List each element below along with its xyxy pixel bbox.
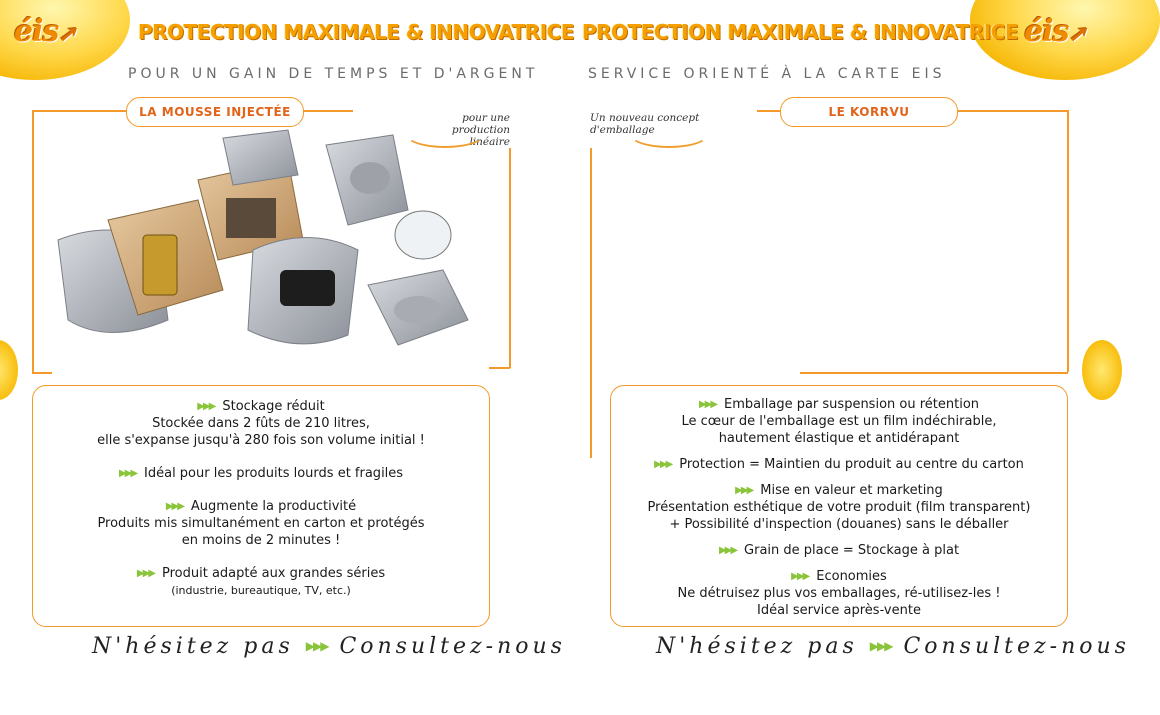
page-title-left: PROTECTION MAXIMALE & INNOVATRICE [138, 20, 574, 44]
swoosh-decoration-right [628, 118, 710, 148]
frame-line [1067, 110, 1069, 372]
bullet-arrows-icon: ▶▶▶ [654, 459, 672, 470]
frame-line [32, 110, 34, 372]
bullet-arrows-icon: ▶▶▶ [165, 501, 183, 512]
bullet-arrows-icon: ▶▶▶ [136, 568, 154, 579]
side-decoration-right [1082, 340, 1122, 400]
frame-line [800, 372, 1068, 374]
eis-logo-left: éis➚ [14, 14, 76, 49]
bullet-arrows-icon: ▶▶▶ [305, 639, 328, 653]
page-title-right: PROTECTION MAXIMALE & INNOVATRICE [582, 20, 1018, 44]
tagline-left: pour une production linéaire [451, 112, 510, 148]
features-box-left: ▶▶▶ Stockage réduit Stockée dans 2 fûts de 210 litres, elle s'expanse jusqu'à 280 fois son volume initial ! ▶▶▶ Idéal pour les produits lourds et fragiles ▶▶▶ Augmente la productivité Produits mis simultanément en carton et protégés en moins de 2 minutes ! ▶▶▶ Produit adapté aux grandes séries (industrie, bureautique, TV, etc.) [32, 385, 490, 627]
bullet-arrows-icon: ▶▶▶ [718, 545, 737, 556]
frame-line [590, 148, 592, 458]
tab-mousse-injectee: LA MOUSSE INJECTÉE [126, 97, 304, 127]
bullet-arrows-icon: ▶▶▶ [791, 571, 809, 582]
features-box-right: ▶▶▶ Emballage par suspension ou rétention Le cœur de l'emballage est un film indéchirable, hautement élastique et antidérapant ▶▶▶ Protection = Maintien du produit au centre du carton ▶▶▶ Mise en valeur et marketing Présentation esthétique de votre produit (film transparent) + Possibilité d'inspection (douanes) sans le déballer ▶▶▶ Grain de place = Stockage à plat ▶▶▶ Economies Ne détruisez plus vos emballages, ré-utilisez-les ! Idéal service après-vente [610, 385, 1068, 627]
frame-line [958, 110, 1068, 112]
side-decoration-left [0, 340, 18, 400]
frame-line [757, 110, 781, 112]
cta-left: N'hésitez pas ▶▶▶ Consultez-nous [92, 634, 566, 659]
cta-right: N'hésitez pas ▶▶▶ Consultez-nous [656, 634, 1130, 659]
subtitle-left: POUR UN GAIN DE TEMPS ET D'ARGENT [128, 66, 539, 82]
foam-packaging-photo [48, 130, 478, 360]
frame-line [303, 110, 353, 112]
frame-line [509, 148, 511, 368]
subtitle-right: SERVICE ORIENTÉ À LA CARTE EIS [588, 66, 946, 82]
eis-logo-right: éis➚ [1024, 14, 1086, 49]
bullet-arrows-icon: ▶▶▶ [735, 485, 753, 496]
bullet-arrows-icon: ▶▶▶ [118, 468, 137, 479]
tab-korrvu: LE KORRVU [780, 97, 958, 127]
tagline-right: Un nouveau concept d'emballage [590, 112, 700, 136]
bullet-arrows-icon: ▶▶▶ [698, 399, 717, 410]
frame-line [489, 367, 510, 369]
bullet-arrows-icon: ▶▶▶ [869, 639, 892, 653]
frame-line [32, 110, 128, 112]
bullet-arrows-icon: ▶▶▶ [197, 401, 215, 412]
frame-line [32, 372, 52, 374]
